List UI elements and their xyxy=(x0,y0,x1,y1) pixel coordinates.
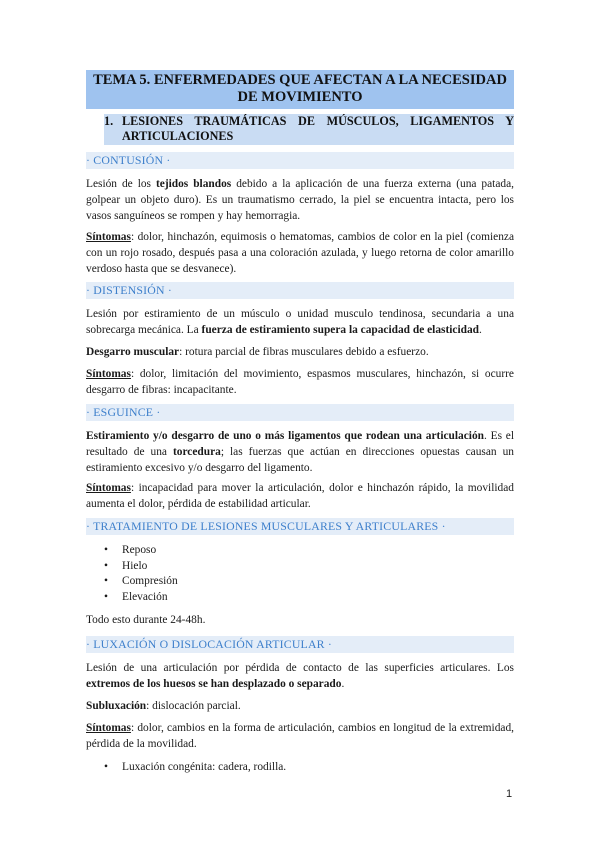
section-heading-tratamiento: · TRATAMIENTO DE LESIONES MUSCULARES Y ARTICULARES · xyxy=(86,518,514,535)
esguince-definition: Estiramiento y/o desgarro de uno o más ligamentos que rodean una articulación. Es el resultado de una torcedura; las fuerzas que actúan en direcciones opuestas causan un estiramiento excesivo y/o desgarro del ligamento. xyxy=(86,430,515,474)
page-number: 1 xyxy=(506,788,513,800)
section-heading-distension: · DISTENSIÓN · xyxy=(86,282,514,299)
bullet-icon: • xyxy=(104,590,108,603)
section-heading-contusion: · CONTUSIÓN · xyxy=(86,152,514,169)
contusion-definition: Lesión de los tejidos blandos debido a la aplicación de una fuerza externa (una patada, golpear un objeto duro). Es un traumatismo cerrado, la piel se encuentra intacta, pero los vasos sanguíneos se rompen y hay hemorragia. xyxy=(86,178,514,222)
esguince-symptoms: Síntomas: incapacidad para mover la articulación, dolor e hinchazón rápido, la movilidad aumenta el dolor, pérdida de estabilidad articular. xyxy=(86,482,514,510)
desgarro-muscular: Desgarro muscular: rotura parcial de fibras musculares debido a esfuerzo. xyxy=(86,346,429,358)
tratamiento-list xyxy=(86,543,514,605)
list-item: • Hielo xyxy=(86,559,514,575)
list-item: • Reposo xyxy=(86,543,514,559)
tratamiento-note: Todo esto durante 24-48h. xyxy=(86,614,206,626)
bullet-icon: • xyxy=(104,575,108,587)
subluxacion: Subluxación: dislocación parcial. xyxy=(86,700,241,712)
subsection-title: LESIONES TRAUMÁTICAS DE MÚSCULOS, LIGAMENTOS Y ARTICULACIONES xyxy=(122,114,514,143)
list-item: • Luxación congénita: cadera, rodilla. xyxy=(86,760,514,776)
list-item: • Compresión xyxy=(86,574,514,590)
luxacion-list xyxy=(86,760,514,776)
list-item: • Elevación xyxy=(86,590,514,606)
luxacion-symptoms: Síntomas: dolor, cambios en la forma de articulación, cambios en longitud de la extremidad, pérdida de la movilidad. xyxy=(86,722,514,750)
distension-symptoms: Síntomas: dolor, limitación del movimiento, espasmos musculares, hinchazón, si ocurre desgarro de fibras: incapacitante. xyxy=(86,368,514,396)
bullet-icon: • xyxy=(104,559,108,572)
contusion-symptoms: Síntomas: dolor, hinchazón, equimosis o hematomas, cambios de color en la piel (comienza con un rojo rosado, después pasa a una coloración azulada, y luego retorna de color amarillo verdoso hasta que se desvanece). xyxy=(86,231,514,275)
document-title: TEMA 5. ENFERMEDADES QUE AFECTAN A LA NECESIDAD DE MOVIMIENTO xyxy=(86,70,514,109)
bullet-icon: • xyxy=(104,544,108,556)
section-heading-esguince: · ESGUINCE · xyxy=(86,404,514,421)
distension-definition: Lesión por estiramiento de un músculo o unidad musculo tendinosa, secundaria a una sobrecarga mecánica. La fuerza de estiramiento supera la capacidad de elasticidad. xyxy=(86,308,514,336)
subsection-number: 1. xyxy=(104,114,114,128)
subsection-heading xyxy=(104,114,514,145)
section-heading-luxacion: · LUXACIÓN O DISLOCACIÓN ARTICULAR · xyxy=(86,636,514,653)
bullet-icon: • xyxy=(104,761,108,773)
luxacion-definition: Lesión de una articulación por pérdida de contacto de las superficies articulares. Los extremos de los huesos se han desplazado o separado. xyxy=(86,662,514,690)
